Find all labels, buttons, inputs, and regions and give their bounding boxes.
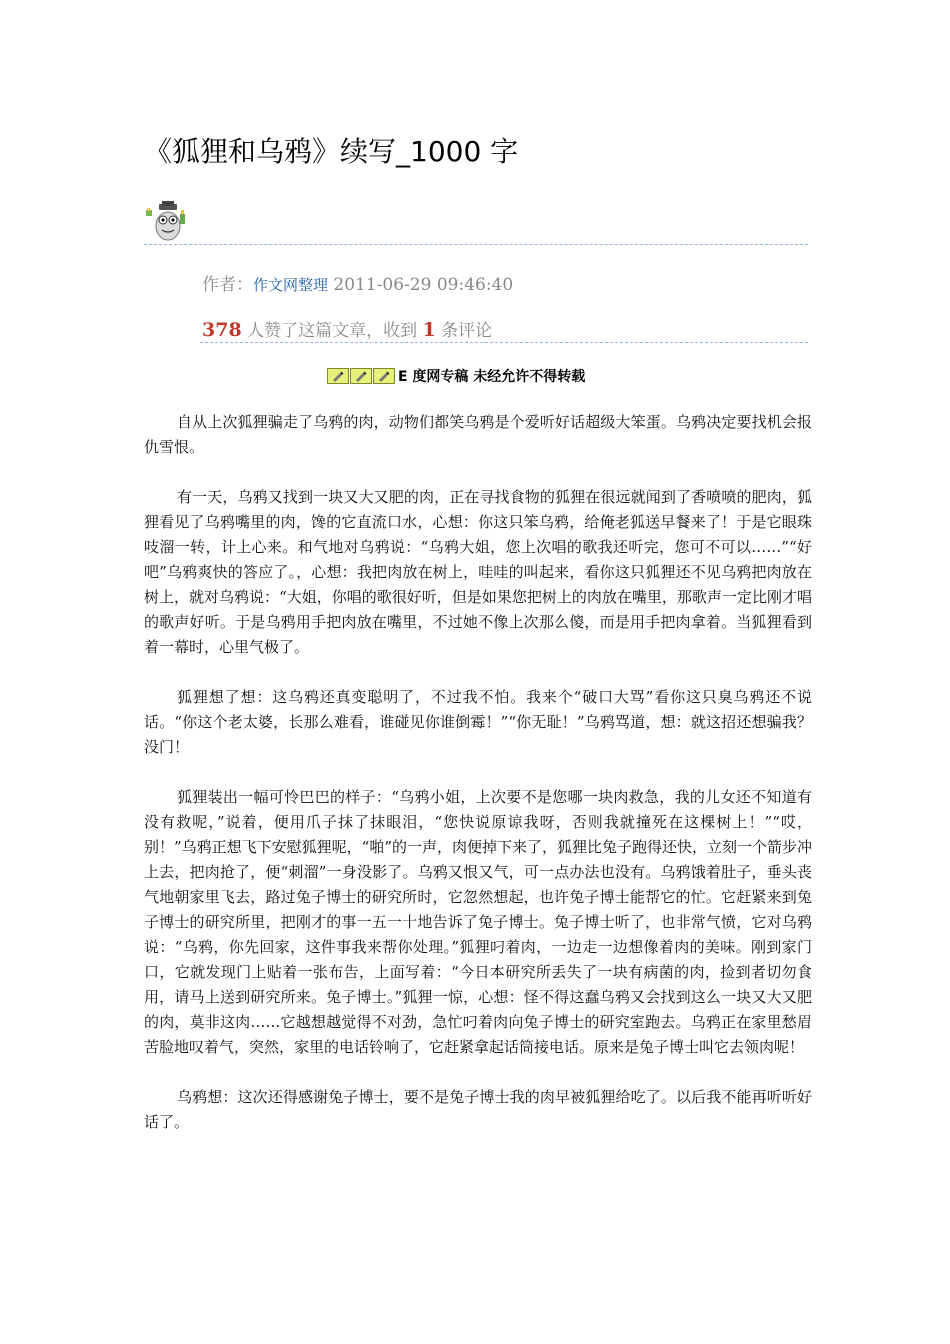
author-label: 作者： — [202, 275, 253, 295]
notice-text: E 度网专稿 未经允许不得转载 — [398, 369, 586, 385]
like-count: 378 — [202, 319, 242, 341]
divider-meta — [200, 342, 808, 343]
copyright-notice — [327, 366, 585, 386]
avatar-icon — [146, 200, 188, 242]
publish-datetime: 2011-06-29 09:46:40 — [333, 275, 514, 295]
likes-text: 人赞了这篇文章，收到 — [241, 321, 423, 341]
paragraph: 有一天，乌鸦又找到一块又大又肥的肉，正在寻找食物的狐狸在很远就闻到了香喷喷的肥肉，狐狸看见了乌鸦嘴里的肉，馋的它直流口水，心想：你这只笨乌鸦，给俺老狐送早餐来了！于是它眼珠吱溜一转，计上心来。和气地对乌鸦说：“乌鸦大姐，您上次唱的歌我还听完，您可不可以……”“好吧”乌鸦爽快的答应了。，心想：我把肉放在树上，哇哇的叫起来，看你这只狐狸还不见乌鸦把肉放在树上，就对乌鸦说：“大姐，你唱的歌很好听，但是如果您把树上的肉放在嘴里，那歌声一定比刚才唱的歌声好听。于是乌鸦用手把肉放在嘴里，不过她不像上次那么傻，而是用手把肉拿着。当狐狸看到着一幕时，心里气极了。 — [144, 488, 812, 656]
pencil-badge-icon — [373, 368, 395, 384]
article-body — [144, 410, 812, 1160]
badge-group — [327, 368, 396, 384]
paragraph: 乌鸦想：这次还得感谢兔子博士，要不是兔子博士我的肉早被狐狸给吃了。以后我不能再听听好话了。 — [144, 1088, 812, 1131]
divider-top — [144, 244, 808, 245]
paragraph: 狐狸想了想：这乌鸦还真变聪明了，不过我不怕。我来个“破口大骂”看你这只臭乌鸦还不说话。“你这个老太婆，长那么难看，谁碰见你谁倒霉！”“你无耻！”乌鸦骂道，想：就这招还想骗我？没门！ — [144, 688, 812, 756]
paragraph: 自从上次狐狸骗走了乌鸦的肉，动物们都笑乌鸦是个爱听好话超级大笨蛋。乌鸦决定要找机会报仇雪恨。 — [144, 413, 812, 456]
author-meta — [202, 270, 513, 295]
pencil-badge-icon — [327, 368, 349, 384]
comments-text: 条评论 — [435, 321, 493, 341]
article-stats — [202, 316, 492, 341]
paragraph: 狐狸装出一幅可怜巴巴的样子：“乌鸦小姐，上次要不是您哪一块肉救急，我的儿女还不知道有没有救呢，”说着，便用爪子抹了抹眼泪，“您快说原谅我呀，否则我就撞死在这棵树上！”“哎，别！”乌鸦正想飞下安慰狐狸呢，“啪”的一声，肉便掉下来了，狐狸比兔子跑得还快，立刻一个箭步冲上去，把肉抢了，便“刺溜”一身没影了。乌鸦又恨又气，可一点办法也没有。乌鸦饿着肚子，垂头丧气地朝家里飞去，路过兔子博士的研究所时，它忽然想起，也许兔子博士能帮它的忙。它赶紧来到兔子博士的研究所里，把刚才的事一五一十地告诉了兔子博士。兔子博士听了，也非常气愤，它对乌鸦说：“乌鸦，你先回家，这件事我来帮你处理。”狐狸叼着肉，一边走一边想像着肉的美味。刚到家门口，它就发现门上贴着一张布告，上面写着：“今日本研究所丢失了一块有病菌的肉，捡到者切勿食用，请马上送到研究所来。兔子博士。”狐狸一惊，心想：怪不得这蠢乌鸦又会找到这么一块又大又肥的肉，莫非这肉……它越想越觉得不对劲，急忙叼着肉向兔子博士的研究室跑去。乌鸦正在家里愁眉苦脸地叹着气，突然，家里的电话铃响了，它赶紧拿起话筒接电话。原来是兔子博士叫它去领肉呢！ — [144, 788, 813, 1056]
page-title: 《狐狸和乌鸦》续写_1000 字 — [144, 135, 519, 168]
pencil-badge-icon — [350, 368, 372, 384]
author-link[interactable]: 作文网整理 — [253, 276, 329, 294]
comment-count[interactable]: 1 — [422, 319, 436, 341]
